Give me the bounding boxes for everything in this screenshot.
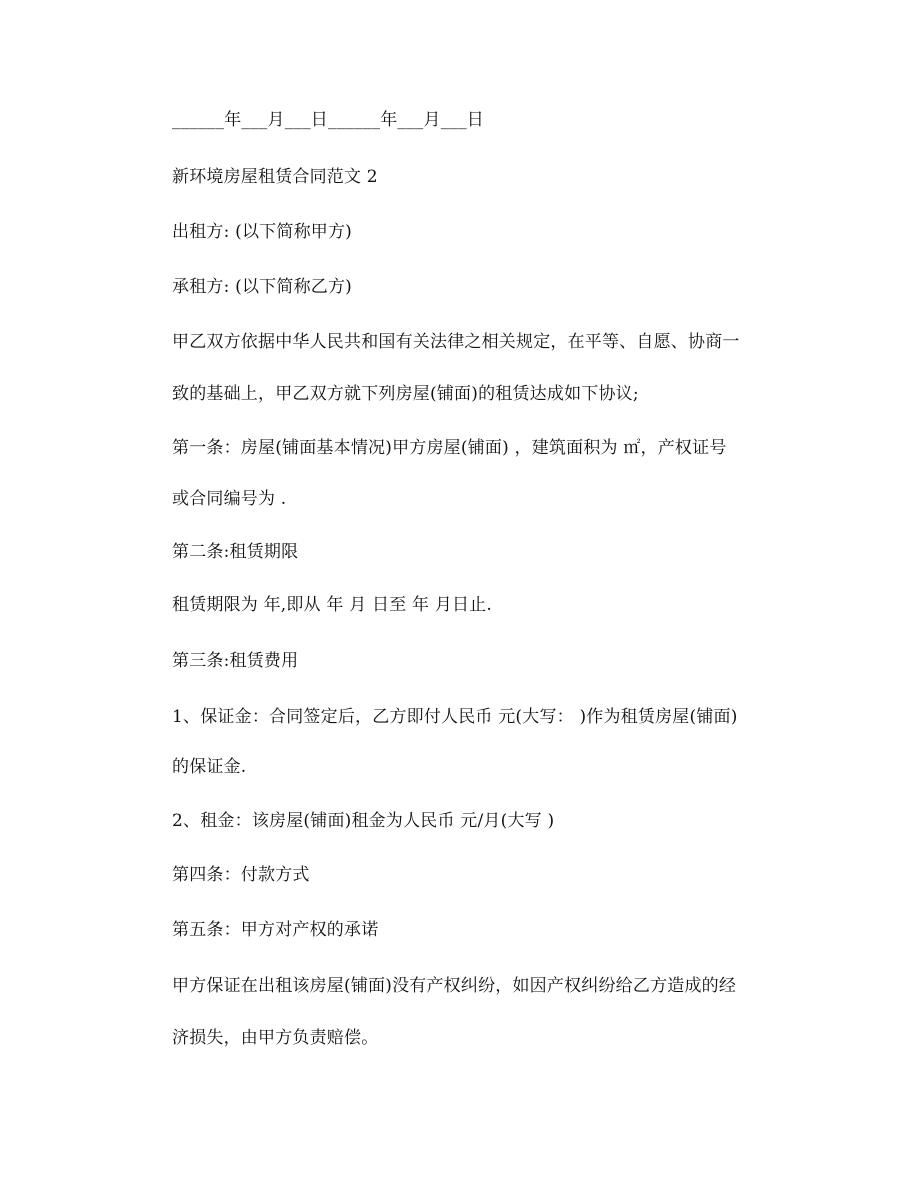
intro-paragraph-line-2: 致的基础上，甲乙双方就下列房屋(铺面)的租赁达成如下协议;	[172, 384, 639, 404]
article-5-line-2: 济损失，由甲方负责赔偿。	[172, 1028, 379, 1048]
lessor-line: 出租方: (以下简称甲方)	[172, 222, 352, 242]
article-4-title: 第四条：付款方式	[172, 865, 310, 885]
intro-paragraph-line-1: 甲乙双方依据中华人民共和国有关法律之相关规定，在平等、自愿、协商一	[172, 332, 740, 352]
rent-line: 2、租金：该房屋(铺面)租金为人民币 元/月(大写 )	[172, 811, 555, 831]
article-3-title: 第三条:租赁费用	[172, 651, 299, 671]
date-line: ______年___月___日______年___月___日	[172, 110, 484, 130]
article-1-line-2: 或合同编号为 .	[172, 489, 287, 509]
article-2-title: 第二条:租赁期限	[172, 542, 299, 562]
article-1-line-1: 第一条：房屋(铺面基本情况)甲方房屋(铺面) ，建筑面积为 ㎡，产权证号	[172, 438, 727, 458]
article-2-text: 租赁期限为 年,即从 年 月 日至 年 月日止.	[172, 595, 493, 615]
lessee-line: 承租方: (以下简称乙方)	[172, 277, 352, 297]
article-5-title: 第五条：甲方对产权的承诺	[172, 920, 379, 940]
deposit-line-1: 1、保证金：合同签定后，乙方即付人民币 元(大写： )作为租赁房屋(铺面)	[172, 707, 738, 727]
deposit-line-2: 的保证金.	[172, 757, 247, 777]
article-5-line-1: 甲方保证在出租该房屋(铺面)没有产权纠纷，如因产权纠纷给乙方造成的经	[172, 976, 737, 996]
document-heading: 新环境房屋租赁合同范文 2	[172, 167, 378, 187]
